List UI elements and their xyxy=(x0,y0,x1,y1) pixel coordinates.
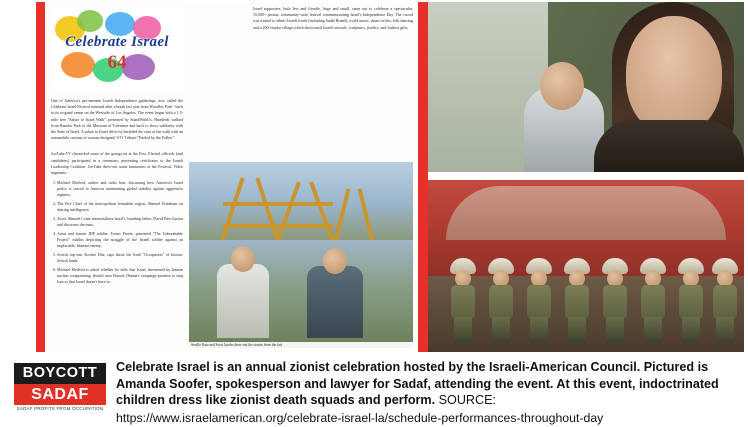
newsletter-video-segment-list xyxy=(51,180,183,285)
newsletter-paragraph: Israel supporters, both Jew and Gentile, large and small, came out to celebrate a spectacular, 15,000+ person, community-wide festival commemorating Israel's Independence Day. The crowd was treated to ethnic Israeli foods (including Sadaf Brand), world music, drum circles, folk dancing and a 200-vendor village which showcased Israeli artwork, sculptures, jewelry, and Judaica gifts. xyxy=(253,6,413,30)
newsletter-scan xyxy=(45,2,418,352)
newsletter-top-text xyxy=(253,6,413,31)
list-item: 1. Michael Medved, author and radio host, discussing how America's Israel policy is crucial to America maintaining global stability against aggressive regimes; xyxy=(57,180,183,198)
boycott-logo-subtitle: SADAF PROFITS FROM OCCUPATION xyxy=(16,406,104,411)
list-item: 4. Artist and former IDF soldier, Tomer Peretz, presented "The Unbreakable Project" exhibit depicting the struggle of the Israeli soldier against an implacable, Islamist enemy; xyxy=(57,231,183,249)
caption-text xyxy=(116,359,740,427)
boycott-logo-line1: BOYCOTT xyxy=(14,363,106,384)
festival-interview-photo xyxy=(189,240,413,348)
red-border-left xyxy=(36,2,45,352)
caption-source-url: https://www.israelamerican.org/celebrate-israel-la/schedule-performances-throughout-day xyxy=(116,411,604,426)
caption-source-label: SOURCE: xyxy=(435,393,497,408)
list-item: 3. Actor, Shmuel Lvine memorializes Israel's founding father, David Ben Gurion and discusses the man; xyxy=(57,216,183,228)
newsletter-left-column xyxy=(51,6,183,348)
caption-bold-text: Celebrate Israel is an annual zionist celebration hosted by the Israeli-American Council. Pictured is Amanda Soofer, spokesperson and lawyer for Sadaf, attending the event. At this event, indoctrinated children dress like zionist death squads and perform. xyxy=(116,360,719,408)
logo-number: 64 xyxy=(107,52,127,73)
logo-title: Celebrate Israel xyxy=(65,34,169,50)
caption-area xyxy=(0,355,748,426)
newsletter-paragraph: JooTube.TV chronicled some of the goings-on at the Fest. Elected officials (and candidates) participated in a ceremony, presenting certificates to the Israeli Leadership Coalition. JooTube drew-out some luminaries at the Festival. Video segments: xyxy=(51,151,183,175)
list-item: 5. Jewish rap-star, Kosher Ditz, raps about the Arab "Occupation" of historic Jewish lands; xyxy=(57,252,183,264)
photo-woman-torso xyxy=(594,120,744,172)
list-item: 2. The Fire Chief of the metropolitan Jerusalem region, Shmuel Friedman on sharing intelligence; xyxy=(57,201,183,213)
photo-woman-face xyxy=(626,16,722,136)
red-border-middle xyxy=(418,2,428,352)
amanda-soofer-interview-photo xyxy=(428,2,744,172)
newsletter-paragraph: One of America's pre-eminent Israeli Independence gatherings, now called the Celebrate Israel Festival returned after a break last year from Woodley Park - back to its original venue on the Westside of Los Angeles. The event began with a 1.5-mile free "Salute to Israel Walk" presented by StandWithUs. Hundreds walked from Rancho Park to the Museum of Tolerance and back to show solidarity with the State of Israel. A salute to Israel drive-by heralded the start of the walk with an automobile caravan of custom designed, 9/11 Tribute-"Fueled by the Fallen." xyxy=(51,98,183,141)
boycott-sadaf-logo xyxy=(14,361,106,417)
children-performance-photo xyxy=(428,180,744,352)
newsletter-top-column xyxy=(253,6,413,161)
photo-stage-arch xyxy=(446,186,726,240)
splat-icon xyxy=(77,10,103,32)
celebrate-israel-logo xyxy=(51,6,183,92)
splat-icon xyxy=(105,12,135,36)
photo-caption: Seville Katz and Scott Jacobs drew-out the stories from the fair xyxy=(189,342,413,348)
boycott-logo-line2: SADAF xyxy=(14,384,106,405)
newsletter-left-text xyxy=(51,98,183,176)
photo-child-head xyxy=(540,62,584,110)
list-item: 6. Michael Medved is asked whether he feels that Israel, threatened by Iranian nuclear weaponizing, should trust Barack Obama's campaign promise to stop Iran so that Israel doesn't have to. xyxy=(57,267,183,285)
